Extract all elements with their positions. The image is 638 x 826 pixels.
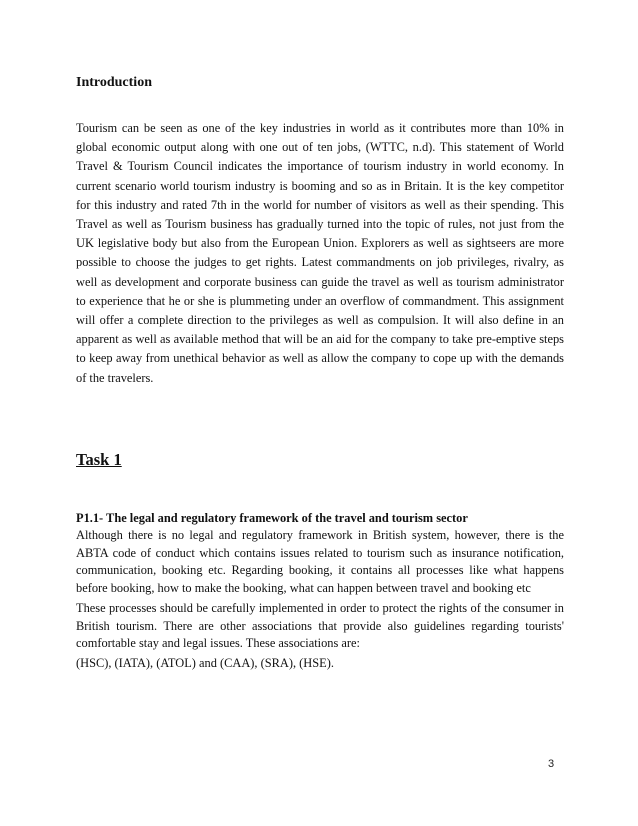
task-1-paragraph-2: These processes should be carefully implemented in order to protect the rights of the consumer in British tourism. There are other associations that provide also guidelines regarding tourists' comfortable stay and legal issues. These associations are:	[76, 601, 564, 651]
page-number: 3	[548, 758, 555, 770]
task-1-paragraph-1: Although there is no legal and regulatory framework in British system, however, there is the ABTA code of conduct which contains issues related to tourism such as insurance notification, communication, booking etc. Regarding booking, it contains all processes like what happens before booking, how to make the booking, what can happen between travel and booking etc	[76, 528, 564, 595]
task-1-paragraph-3: (HSC), (IATA), (ATOL) and (CAA), (SRA), (HSE).	[76, 656, 334, 670]
task-1-heading: Task 1	[76, 450, 122, 469]
p1-1-subheading: P1.1- The legal and regulatory framework of the travel and tourism sector	[76, 511, 468, 525]
introduction-heading: Introduction	[76, 75, 152, 90]
introduction-paragraph: Tourism can be seen as one of the key industries in world as it contributes more than 10% in global economic output along with one out of ten jobs, (WTTC, n.d). This statement of World Travel & Tourism Council indicates the importance of tourism industry in world economy. In current scenario world tourism industry is booming and so as in Britain. It is the key competitor for this industry and rated 7th in the world for number of visitors as well as their spending. This Travel as well as Tourism business has gradually turned into the topic of rules, not just from the UK legislative body but also from the European Union. Explorers as well as sightseers are more possible to choose the judges to get rights. Latest commandments on job privileges, rivalry, as well as development and corporate business can guide the travel as well as tourism administrator to experience that he or she is plummeting under an overflow of commandment. This assignment will offer a complete direction to the privileges as well as compulsion. It will also define in an apparent as well as available method that will be an aid for the company to take pre-emptive steps to keep away from unethical behavior as well as allow the company to cope up with the demands of the travelers.	[76, 121, 564, 385]
